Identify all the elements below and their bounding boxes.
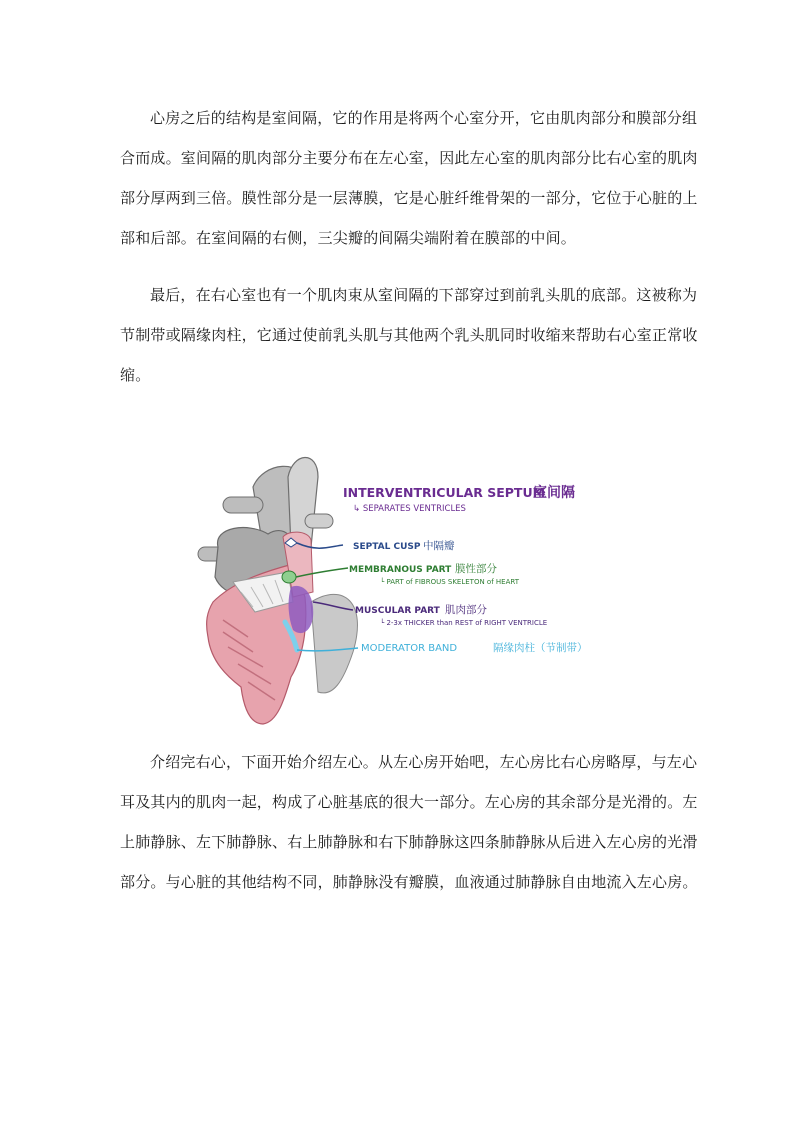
membranous-label-en: MEMBRANOUS PART	[349, 565, 452, 575]
text-line: 节制带或隔缘肉柱，它通过使前乳头肌与其他两个乳头肌同时收缩来帮助右心室正常收	[120, 326, 698, 344]
heart-septum-illustration	[193, 452, 623, 732]
paragraph-moderator-band	[120, 275, 698, 395]
paragraph-left-atrium	[120, 742, 698, 902]
membranous-label-cn: 膜性部分	[455, 563, 497, 575]
text-line: 最后，在右心室也有一个肌肉束从室间隔的下部穿过到前乳头肌的底部。这被称为	[150, 286, 698, 304]
title-en: INTERVENTRICULAR SEPTUM	[343, 485, 546, 500]
title-cn: 室间隔	[533, 485, 575, 501]
text-line: 介绍完右心，下面开始介绍左心。从左心房开始吧，左心房比右心房略厚，与左心	[150, 753, 698, 771]
muscular-label-en: MUSCULAR PART	[355, 606, 440, 616]
membranous-note: └ PART of FIBROUS SKELETON of HEART	[380, 578, 519, 586]
text-line: 部和后部。在室间隔的右侧，三尖瓣的间隔尖端附着在膜部的中间。	[120, 229, 577, 247]
text-line: 耳及其内的肌肉一起，构成了心脏基底的很大一部分。左心房的其余部分是光滑的。左	[120, 793, 698, 811]
moderator-label-en: MODERATOR BAND	[361, 643, 458, 654]
septal-cusp-label-en: SEPTAL CUSP	[353, 542, 421, 552]
vessel-branch-shape	[223, 497, 263, 513]
membranous-part-shape	[282, 571, 296, 583]
muscular-note: └ 2-3x THICKER than REST of RIGHT VENTRICLE	[380, 619, 548, 627]
septal-cusp-label-cn: 中隔瓣	[423, 540, 455, 552]
text-line: 部分厚两到三倍。膜性部分是一层薄膜，它是心脏纤维骨架的一部分，它位于心脏的上	[120, 189, 698, 207]
heart-diagram-svg	[193, 452, 623, 732]
vessel-branch-shape	[305, 514, 333, 528]
text-line: 上肺静脉、左下肺静脉、右上肺静脉和右下肺静脉这四条肺静脉从后进入左心房的光滑	[120, 833, 698, 851]
text-line: 心房之后的结构是室间隔，它的作用是将两个心室分开，它由肌肉部分和膜部分组	[150, 109, 698, 127]
moderator-label-cn: 隔缘肉柱（节制带）	[493, 642, 588, 654]
text-line: 部分。与心脏的其他结构不同，肺静脉没有瓣膜，血液通过肺静脉自由地流入左心房。	[120, 873, 698, 891]
paragraph-septum-intro	[120, 98, 698, 258]
subtitle: ↳ SEPARATES VENTRICLES	[353, 504, 466, 514]
text-line: 缩。	[120, 366, 151, 384]
text-line: 合而成。室间隔的肌肉部分主要分布在左心室，因此左心室的肌肉部分比右心室的肌肉	[120, 149, 698, 167]
muscular-label-cn: 肌肉部分	[445, 604, 487, 616]
